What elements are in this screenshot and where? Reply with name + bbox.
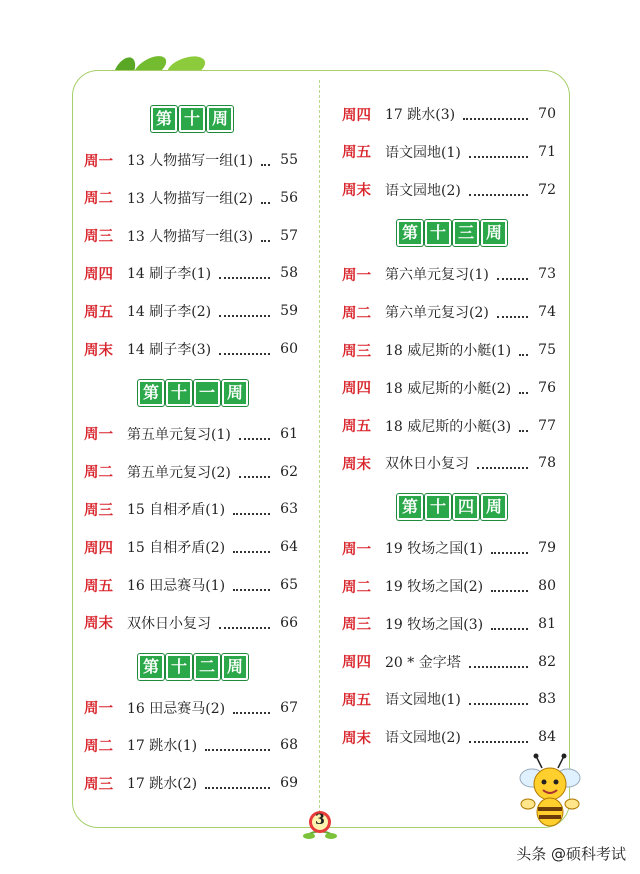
toc-row[interactable] xyxy=(84,262,298,284)
toc-lesson-title: 18 威尼斯的小艇(1) xyxy=(385,343,512,359)
toc-dot-leader xyxy=(469,703,528,705)
week-heading-char: 周 xyxy=(481,494,507,520)
toc-page-number: 84 xyxy=(538,729,556,746)
toc-page-number: 73 xyxy=(538,266,556,283)
toc-page-number: 78 xyxy=(538,455,556,472)
toc-page-number: 63 xyxy=(280,501,298,518)
toc-row[interactable] xyxy=(84,187,298,209)
toc-row[interactable] xyxy=(342,377,556,399)
toc-lesson-title: 17 跳水(3) xyxy=(385,107,456,123)
toc-dot-leader xyxy=(469,666,528,668)
week-heading xyxy=(151,106,233,132)
toc-day-label: 周末 xyxy=(84,342,113,359)
toc-page-number: 64 xyxy=(280,539,298,556)
toc-dot-leader xyxy=(205,749,270,751)
toc-day-label: 周三 xyxy=(342,617,371,634)
page-number: 3 xyxy=(315,812,325,828)
toc-page-number: 57 xyxy=(280,227,298,244)
week-heading-char: 一 xyxy=(194,380,220,406)
toc-row[interactable] xyxy=(342,301,556,323)
toc-day-label: 周一 xyxy=(342,267,371,284)
week-heading-char: 四 xyxy=(453,494,479,520)
toc-page-number: 58 xyxy=(280,265,298,282)
toc-day-label: 周四 xyxy=(84,266,113,283)
toc-row[interactable] xyxy=(84,574,298,596)
toc-lesson-title: 14 刷子李(2) xyxy=(127,304,212,321)
week-heading xyxy=(138,654,248,680)
toc-day-label: 周二 xyxy=(84,465,113,482)
toc-dot-leader xyxy=(469,741,528,743)
toc-row[interactable] xyxy=(84,612,298,634)
toc-lesson-title: 双休日小复习 xyxy=(127,615,211,632)
toc-page-number: 61 xyxy=(280,425,298,442)
toc-dot-leader xyxy=(491,552,528,554)
toc-row[interactable] xyxy=(342,179,556,201)
week-heading-char: 二 xyxy=(194,654,220,680)
toc-day-label: 周五 xyxy=(84,304,113,321)
toc-page-number: 75 xyxy=(538,342,556,358)
week-heading xyxy=(138,380,248,406)
toc-lesson-title: 17 跳水(2) xyxy=(127,776,198,793)
toc-day-label: 周末 xyxy=(342,183,371,200)
toc-lesson-title: 15 自相矛盾(2) xyxy=(127,540,226,557)
toc-day-label: 周末 xyxy=(342,456,371,473)
toc-dot-leader xyxy=(239,438,270,440)
toc-day-label: 周二 xyxy=(84,738,113,755)
toc-lesson-title: 18 威尼斯的小艇(3) xyxy=(385,418,512,435)
toc-dot-leader xyxy=(491,590,528,592)
toc-page-number: 74 xyxy=(538,304,556,321)
week-heading-char: 第 xyxy=(138,380,164,406)
toc-day-label: 周一 xyxy=(84,153,113,170)
toc-row[interactable] xyxy=(342,575,556,597)
page-number-badge xyxy=(300,806,340,846)
toc-day-label: 周一 xyxy=(342,541,371,558)
toc-dot-leader xyxy=(233,551,270,553)
toc-dot-leader xyxy=(261,240,270,242)
toc-row[interactable] xyxy=(342,415,556,437)
toc-day-label: 周一 xyxy=(84,427,113,444)
toc-row[interactable] xyxy=(342,537,556,559)
toc-day-label: 周末 xyxy=(342,730,371,747)
toc-page-number: 79 xyxy=(538,540,556,557)
toc-dot-leader xyxy=(469,156,528,158)
toc-lesson-title: 第五单元复习(1) xyxy=(127,426,231,443)
toc-lesson-title: 第五单元复习(2) xyxy=(127,464,231,481)
toc-row[interactable] xyxy=(84,536,298,558)
toc-page-number: 68 xyxy=(280,737,298,754)
toc-row[interactable] xyxy=(84,338,298,360)
toc-lesson-title: 语文园地(1) xyxy=(385,144,461,161)
toc-page-number: 81 xyxy=(538,615,556,632)
toc-day-label: 周一 xyxy=(84,701,113,718)
watermark-text: 头条 @硕科考试 xyxy=(516,845,626,863)
toc-page-number: 69 xyxy=(280,775,298,792)
toc-day-label: 周三 xyxy=(84,502,113,519)
toc-day-label: 周二 xyxy=(342,305,371,322)
toc-page-number: 67 xyxy=(280,699,298,716)
week-heading-char: 十 xyxy=(425,494,451,520)
toc-day-label: 周二 xyxy=(84,191,113,208)
toc-lesson-title: 18 威尼斯的小艇(2) xyxy=(385,380,512,397)
toc-dot-leader xyxy=(519,354,528,356)
toc-row[interactable] xyxy=(342,103,556,125)
toc-row[interactable] xyxy=(84,423,298,445)
toc-day-label: 周五 xyxy=(84,578,113,595)
bee-mascot-icon xyxy=(510,752,590,832)
toc-day-label: 周二 xyxy=(342,579,371,596)
toc-page-number: 72 xyxy=(538,181,556,198)
toc-day-label: 周四 xyxy=(342,655,371,672)
toc-lesson-title: 语文园地(2) xyxy=(385,730,461,747)
toc-row[interactable] xyxy=(342,651,556,673)
toc-day-label: 周三 xyxy=(342,343,371,360)
toc-row[interactable] xyxy=(84,734,298,756)
week-heading-char: 三 xyxy=(453,220,479,246)
toc-day-label: 周四 xyxy=(342,107,371,124)
toc-day-label: 周三 xyxy=(84,229,113,246)
toc-row[interactable] xyxy=(84,498,298,520)
week-heading-char: 十 xyxy=(166,380,192,406)
toc-dot-leader xyxy=(233,513,270,515)
week-heading-char: 十 xyxy=(166,654,192,680)
week-heading-char: 第 xyxy=(397,220,423,246)
week-heading-char: 第 xyxy=(397,494,423,520)
toc-row[interactable] xyxy=(342,141,556,163)
toc-page-number: 80 xyxy=(538,578,556,594)
week-heading-char: 第 xyxy=(151,106,177,132)
week-heading-char: 周 xyxy=(481,220,507,246)
toc-page-number: 83 xyxy=(538,691,556,708)
toc-lesson-title: 14 刷子李(1) xyxy=(127,266,212,283)
week-heading-char: 十 xyxy=(425,220,451,246)
toc-row[interactable] xyxy=(84,461,298,483)
toc-row[interactable] xyxy=(84,300,298,322)
toc-page-number: 60 xyxy=(280,341,298,357)
toc-dot-leader xyxy=(491,628,528,630)
toc-page-number: 62 xyxy=(280,463,298,480)
toc-dot-leader xyxy=(261,202,270,204)
toc-dot-leader xyxy=(233,589,270,591)
toc-dot-leader xyxy=(477,467,528,469)
week-heading xyxy=(397,494,507,520)
toc-page-number: 77 xyxy=(538,417,556,434)
toc-page-number: 56 xyxy=(280,189,298,206)
toc-day-label: 周五 xyxy=(342,692,371,709)
toc-page-number: 65 xyxy=(280,577,298,593)
toc-page-number: 66 xyxy=(280,614,298,631)
toc-dot-leader xyxy=(205,787,270,789)
toc-day-label: 周四 xyxy=(84,540,113,557)
toc-day-label: 周末 xyxy=(84,616,113,633)
toc-page-number: 55 xyxy=(280,152,298,168)
toc-lesson-title: 16 田忌赛马(1) xyxy=(127,578,226,594)
toc-day-label: 周五 xyxy=(342,145,371,162)
toc-lesson-title: 17 跳水(1) xyxy=(127,738,198,755)
toc-lesson-title: 20 * 金字塔 xyxy=(385,654,461,671)
week-heading-char: 第 xyxy=(138,654,164,680)
toc-row[interactable] xyxy=(84,772,298,794)
toc-dot-leader xyxy=(239,476,270,478)
week-heading-char: 周 xyxy=(207,106,233,132)
toc-row[interactable] xyxy=(342,613,556,635)
toc-dot-leader xyxy=(219,315,270,317)
toc-lesson-title: 语文园地(2) xyxy=(385,182,461,199)
toc-row[interactable] xyxy=(84,225,298,247)
toc-page-number: 71 xyxy=(538,143,556,160)
week-heading xyxy=(397,220,507,246)
toc-dot-leader xyxy=(219,277,270,279)
toc-dot-leader xyxy=(233,712,270,714)
toc-day-label: 周三 xyxy=(84,776,113,793)
toc-dot-leader xyxy=(497,316,528,318)
toc-row[interactable] xyxy=(342,339,556,361)
toc-row[interactable] xyxy=(342,263,556,285)
week-heading-char: 十 xyxy=(179,106,205,132)
toc-lesson-title: 语文园地(1) xyxy=(385,692,461,709)
toc-lesson-title: 第六单元复习(1) xyxy=(385,267,489,284)
toc-day-label: 周四 xyxy=(342,381,371,398)
week-heading-char: 周 xyxy=(222,380,248,406)
toc-dot-leader xyxy=(469,194,528,196)
toc-dot-leader xyxy=(261,164,270,166)
toc-lesson-title: 13 人物描写一组(3) xyxy=(127,228,254,245)
toc-row[interactable] xyxy=(342,688,556,710)
toc-page-number: 70 xyxy=(538,106,556,122)
toc-page-number: 82 xyxy=(538,653,556,670)
toc-lesson-title: 16 田忌赛马(2) xyxy=(127,700,226,717)
toc-lesson-title: 13 人物描写一组(1) xyxy=(127,153,254,169)
toc-lesson-title: 13 人物描写一组(2) xyxy=(127,190,254,207)
toc-row[interactable] xyxy=(84,697,298,719)
column-divider xyxy=(319,80,320,818)
toc-dot-leader xyxy=(519,430,528,432)
toc-dot-leader xyxy=(219,353,270,355)
toc-dot-leader xyxy=(463,118,528,120)
toc-dot-leader xyxy=(219,627,270,629)
toc-row[interactable] xyxy=(342,452,556,474)
toc-lesson-title: 第六单元复习(2) xyxy=(385,305,489,322)
toc-lesson-title: 双休日小复习 xyxy=(385,456,469,473)
toc-page-number: 59 xyxy=(280,303,298,320)
toc-lesson-title: 19 牧场之国(1) xyxy=(385,541,484,558)
toc-lesson-title: 15 自相矛盾(1) xyxy=(127,502,226,519)
toc-dot-leader xyxy=(519,392,528,394)
toc-row[interactable] xyxy=(342,726,556,748)
toc-lesson-title: 19 牧场之国(3) xyxy=(385,616,484,633)
toc-row[interactable] xyxy=(84,149,298,171)
toc-day-label: 周五 xyxy=(342,419,371,436)
toc-lesson-title: 19 牧场之国(2) xyxy=(385,579,484,595)
toc-dot-leader xyxy=(497,278,528,280)
toc-lesson-title: 14 刷子李(3) xyxy=(127,342,212,358)
week-heading-char: 周 xyxy=(222,654,248,680)
toc-page-number: 76 xyxy=(538,379,556,396)
